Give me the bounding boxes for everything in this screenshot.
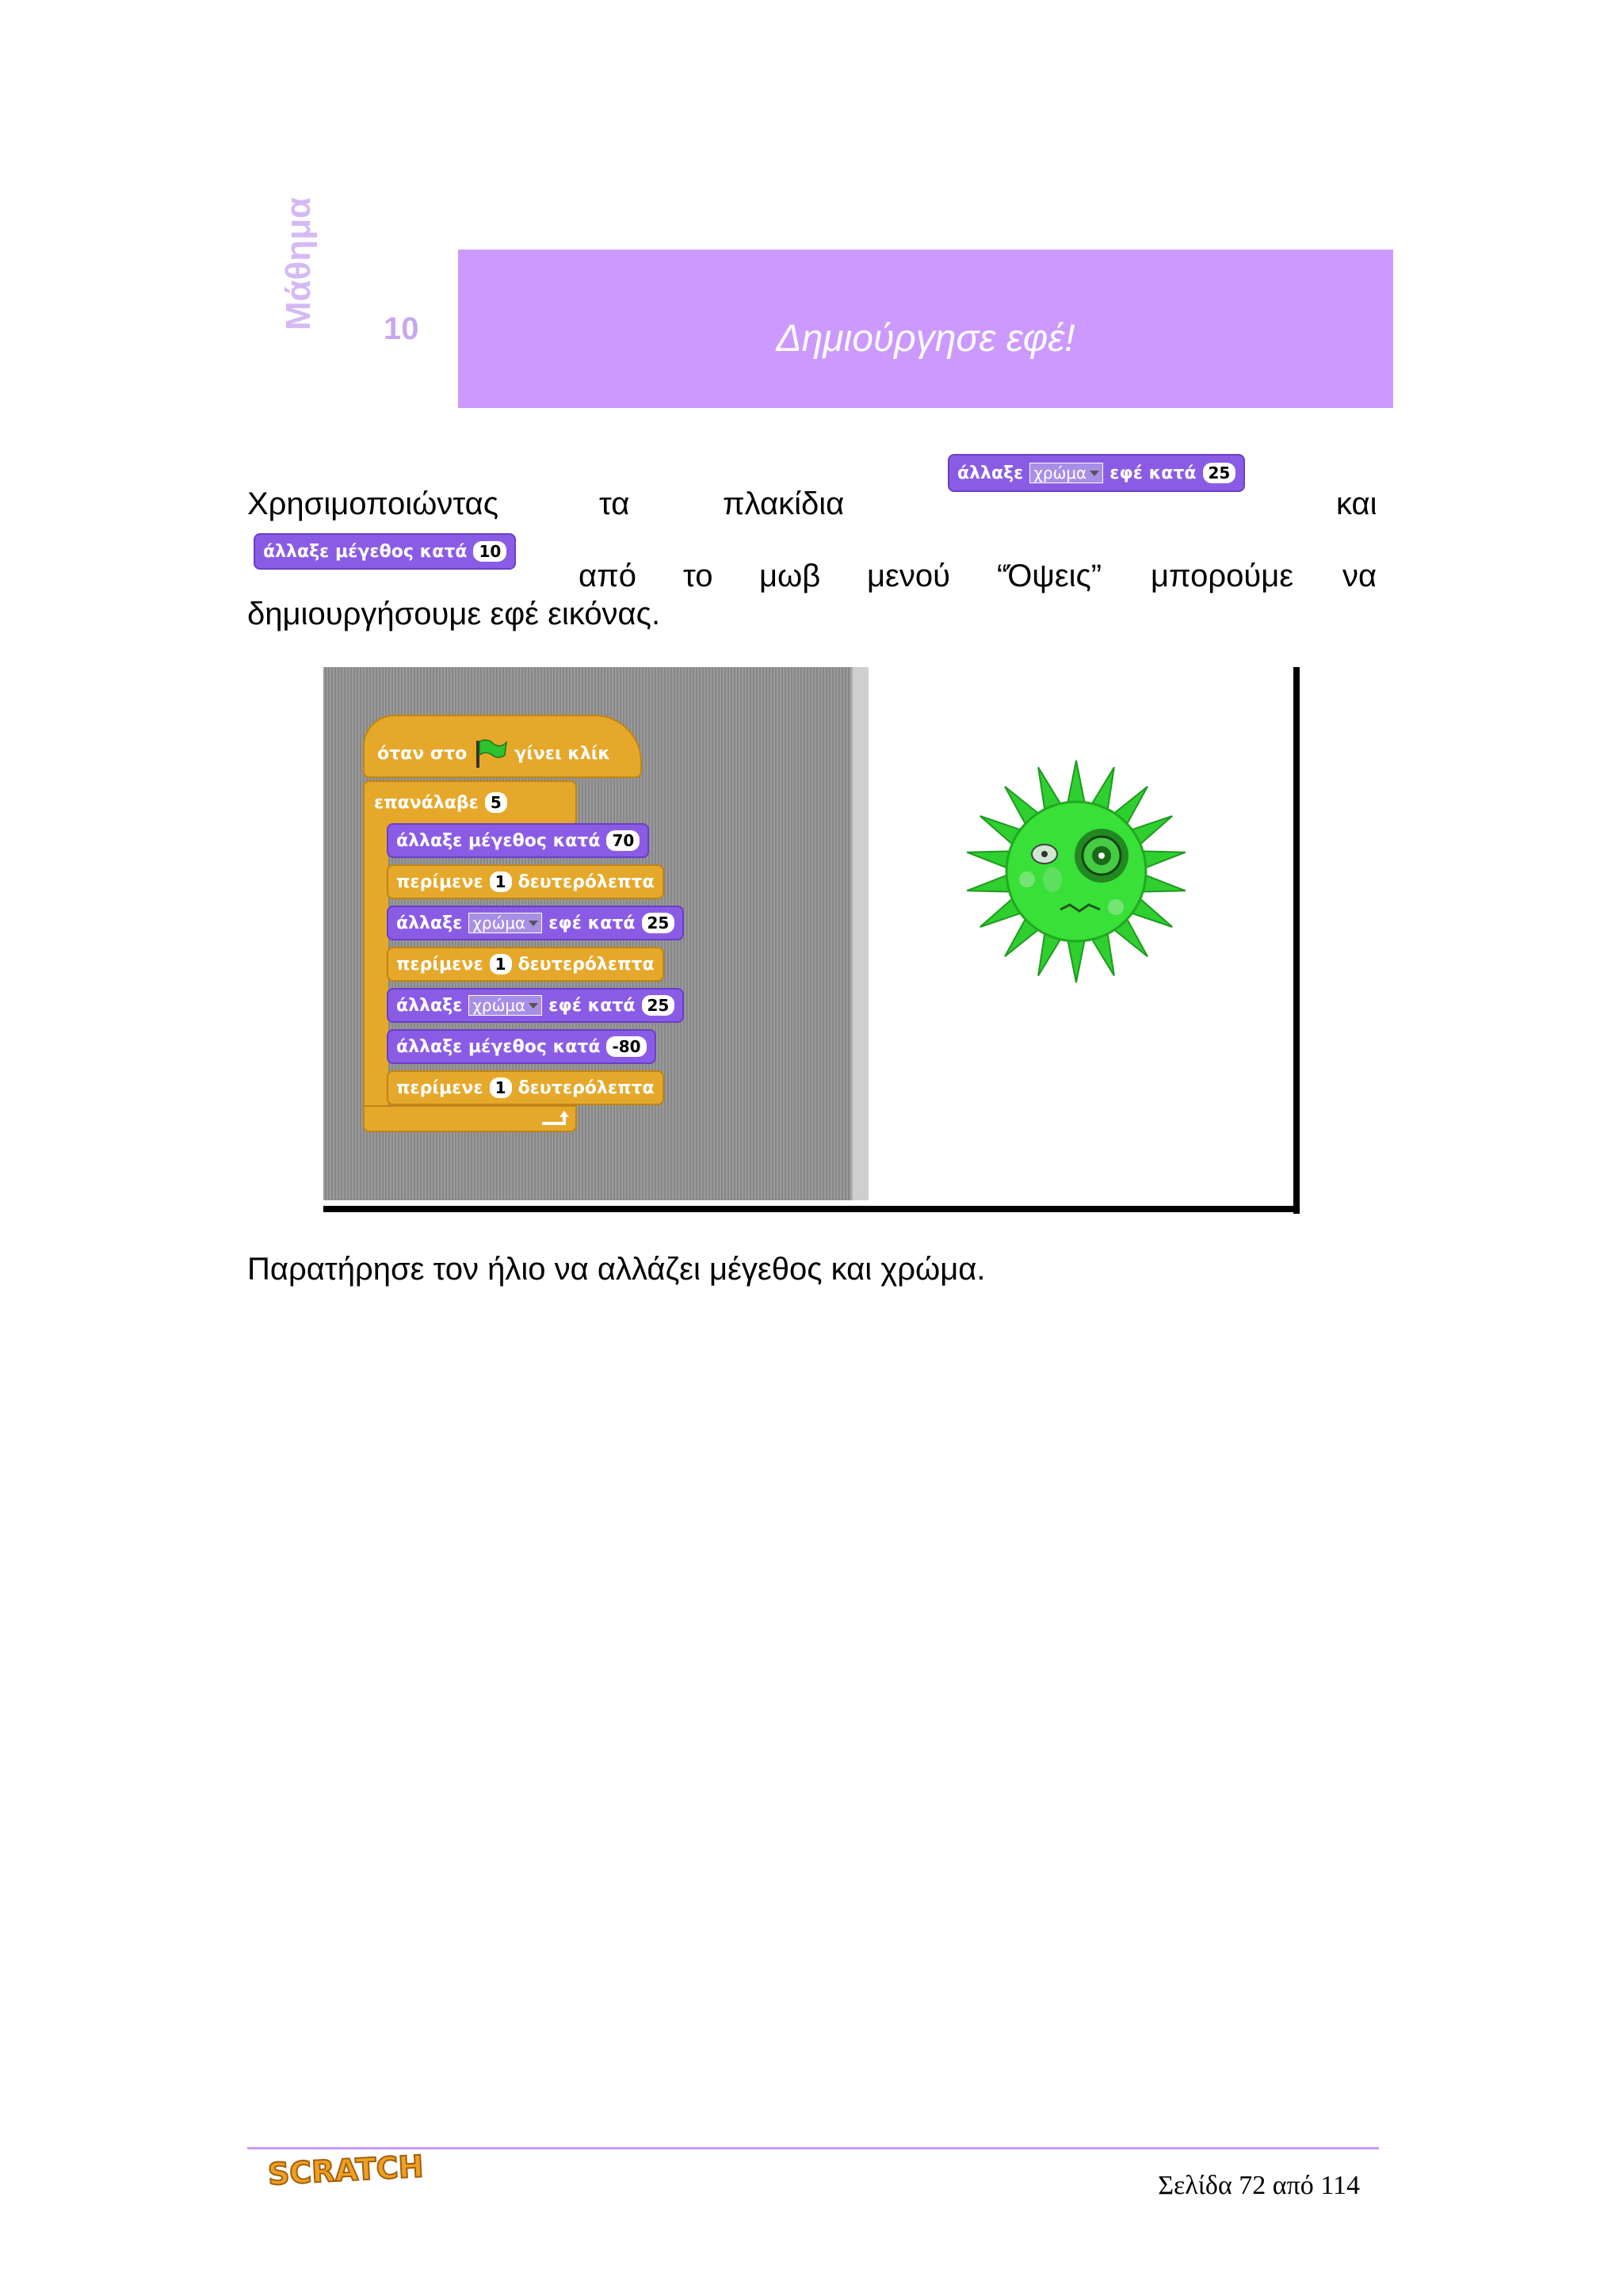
wait-block[interactable] (387, 1070, 664, 1105)
block-label: άλλαξε μέγεθος κατά (396, 1036, 601, 1057)
svg-text:SCRATCH: SCRATCH (266, 2149, 425, 2192)
paragraph-word: το (683, 559, 713, 593)
effect-value[interactable]: 25 (1203, 463, 1236, 483)
repeat-arrow-icon (539, 1108, 574, 1130)
paragraph-word: να (1342, 559, 1377, 593)
block-label: εφέ κατά (548, 995, 636, 1016)
effect-dropdown[interactable]: χρώμα (1029, 463, 1103, 483)
scrollbar[interactable] (851, 667, 870, 1200)
wait-block[interactable] (387, 864, 664, 899)
paragraph-word: μωβ (759, 559, 821, 593)
wait-value[interactable]: 1 (490, 954, 512, 974)
paragraph-word: τα (599, 486, 630, 521)
stage-border-right (1293, 667, 1300, 1214)
paragraph-word: μενού (867, 559, 950, 593)
lesson-number: 10 (384, 311, 419, 346)
paragraph-word: πλακίδια (723, 486, 845, 521)
block-label: όταν στο (377, 743, 468, 764)
effect-value[interactable]: 25 (642, 913, 675, 933)
sun-sprite[interactable] (957, 753, 1195, 990)
block-label: γίνει κλίκ (514, 743, 610, 764)
block-label: άλλαξε (396, 913, 463, 933)
paragraph-line: δημιουργήσουμε εφέ εικόνας. (247, 597, 661, 631)
change-size-block[interactable] (387, 1029, 656, 1064)
repeat-count[interactable]: 5 (485, 792, 507, 813)
block-label: άλλαξε (957, 463, 1024, 483)
block-label: εφέ κατά (1109, 463, 1197, 483)
block-label: δευτερόλεπτα (517, 1077, 655, 1098)
block-label: άλλαξε (396, 995, 463, 1016)
inline-effect-block[interactable] (948, 454, 1245, 492)
page-number: Σελίδα 72 από 114 (1158, 2171, 1360, 2200)
effect-dropdown[interactable]: χρώμα (468, 995, 542, 1016)
wait-block[interactable] (387, 947, 664, 982)
block-label: περίμενε (396, 954, 483, 974)
paragraph-word: “Όψεις” (997, 559, 1102, 593)
paragraph-word: μπορούμε (1151, 559, 1294, 593)
paragraph-word: και (1336, 486, 1377, 521)
stage-border-bottom (323, 1206, 1300, 1212)
paragraph-word: Χρησιμοποιώντας (247, 486, 499, 521)
block-label: περίμενε (396, 871, 483, 892)
change-size-block[interactable] (387, 823, 649, 858)
caption: Παρατήρησε τον ήλιο να αλλάζει μέγεθος και χρώμα. (247, 1252, 986, 1287)
scratch-logo (265, 2149, 425, 2193)
hat-block-label (369, 736, 618, 771)
change-effect-block[interactable] (387, 988, 684, 1023)
size-value[interactable]: 70 (606, 830, 640, 851)
wait-value[interactable]: 1 (490, 1077, 512, 1098)
block-label: εφέ κατά (548, 913, 636, 933)
repeat-block-arm (363, 816, 388, 1121)
change-effect-block[interactable] (387, 906, 684, 940)
block-label: επανάλαβε (374, 792, 479, 813)
size-value[interactable]: -80 (606, 1036, 646, 1057)
effect-dropdown[interactable]: χρώμα (468, 913, 542, 933)
wait-value[interactable]: 1 (490, 871, 512, 892)
effect-value[interactable]: 25 (642, 995, 675, 1016)
chevron-down-icon (529, 1003, 538, 1009)
block-label: περίμενε (396, 1077, 483, 1098)
repeat-block (366, 785, 515, 820)
block-label: δευτερόλεπτα (517, 954, 655, 974)
paragraph-word: από (579, 559, 636, 593)
lesson-label: Μάθημα (279, 196, 318, 331)
inline-size-block[interactable] (254, 533, 516, 570)
block-label: άλλαξε μέγεθος κατά (263, 541, 468, 562)
size-value[interactable]: 10 (473, 541, 506, 562)
chevron-down-icon (1090, 471, 1099, 476)
chevron-down-icon (529, 921, 538, 926)
block-label: άλλαξε μέγεθος κατά (396, 830, 601, 851)
block-label: δευτερόλεπτα (517, 871, 655, 892)
green-flag-icon (473, 738, 508, 769)
page-title: Δημιούργησε εφέ! (776, 318, 1075, 360)
